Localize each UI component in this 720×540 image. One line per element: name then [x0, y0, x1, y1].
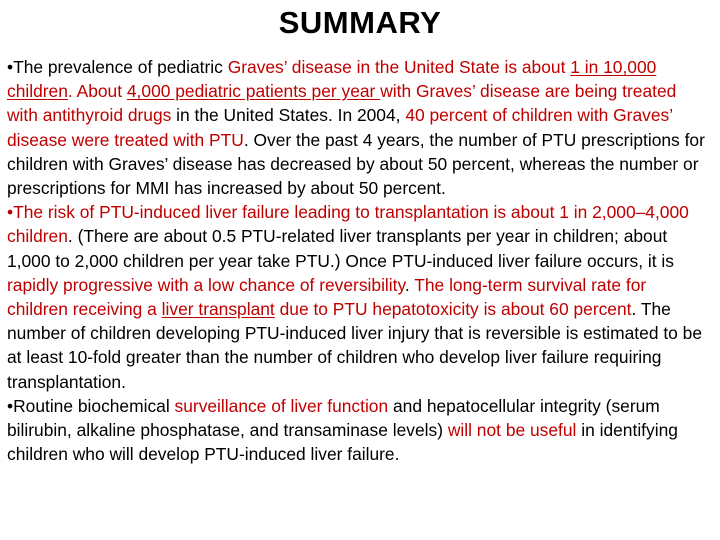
text-run: . Over the past 4 years, the number of PTU prescriptions for children with Graves’ disease has decreased by about 50 percent, whereas the number or prescriptions for MMI has increased by about 50 percent. — [7, 129, 705, 199]
slide-body — [0, 55, 720, 466]
text-run: •Routine biochemical — [7, 395, 175, 416]
text-run: in the United States. In 2004, — [176, 105, 406, 126]
text-run: surveillance of liver function — [174, 395, 389, 416]
text-run: rapidly progressive with a low chance of reversibility — [7, 274, 405, 295]
text-run: . — [404, 274, 415, 295]
text-run: . (There are about 0.5 PTU-related liver transplants per year in children; about 1,000 to 2,000 children per year take PTU.) Once PTU-induced liver failure occurs, it is — [7, 226, 674, 271]
text-run: . The number of children developing PTU-induced liver injury that is reversible is estimated to be at least 10-fold greater than the number of children who develop liver failure requiring transplantation. — [7, 298, 702, 392]
bullet-paragraph — [7, 200, 710, 394]
text-run: •The prevalence of pediatric — [7, 57, 228, 78]
text-run: 1 in 10,000 children — [7, 57, 657, 102]
bullet-paragraph — [7, 394, 710, 467]
text-run: and hepatocellular integrity (serum bilirubin, alkaline phosphatase, and transaminase levels) — [7, 395, 660, 440]
text-run: Graves’ disease in the United State is about — [227, 57, 571, 78]
text-run: 4,000 pediatric patients per year — [126, 81, 381, 102]
bullet-paragraph — [7, 55, 710, 200]
slide-title: SUMMARY — [278, 5, 442, 40]
text-run: with Graves’ disease are being treated with antithyroid drugs — [7, 81, 677, 126]
text-run: will not be useful — [447, 419, 577, 440]
text-run: due to PTU hepatotoxicity is about 60 percent — [274, 298, 632, 319]
text-run: 40 percent of children with Graves’ disease were treated with PTU — [7, 105, 673, 150]
text-run: . About — [67, 81, 127, 102]
text-run: The long-term survival rate for children receiving a — [7, 274, 647, 319]
text-run: in identifying children who will develop PTU-induced liver failure. — [7, 419, 678, 465]
text-run: •The risk of PTU-induced liver failure leading to transplantation is about 1 in 2,000–4,000 children — [7, 202, 689, 247]
text-run: liver transplant — [161, 298, 275, 319]
